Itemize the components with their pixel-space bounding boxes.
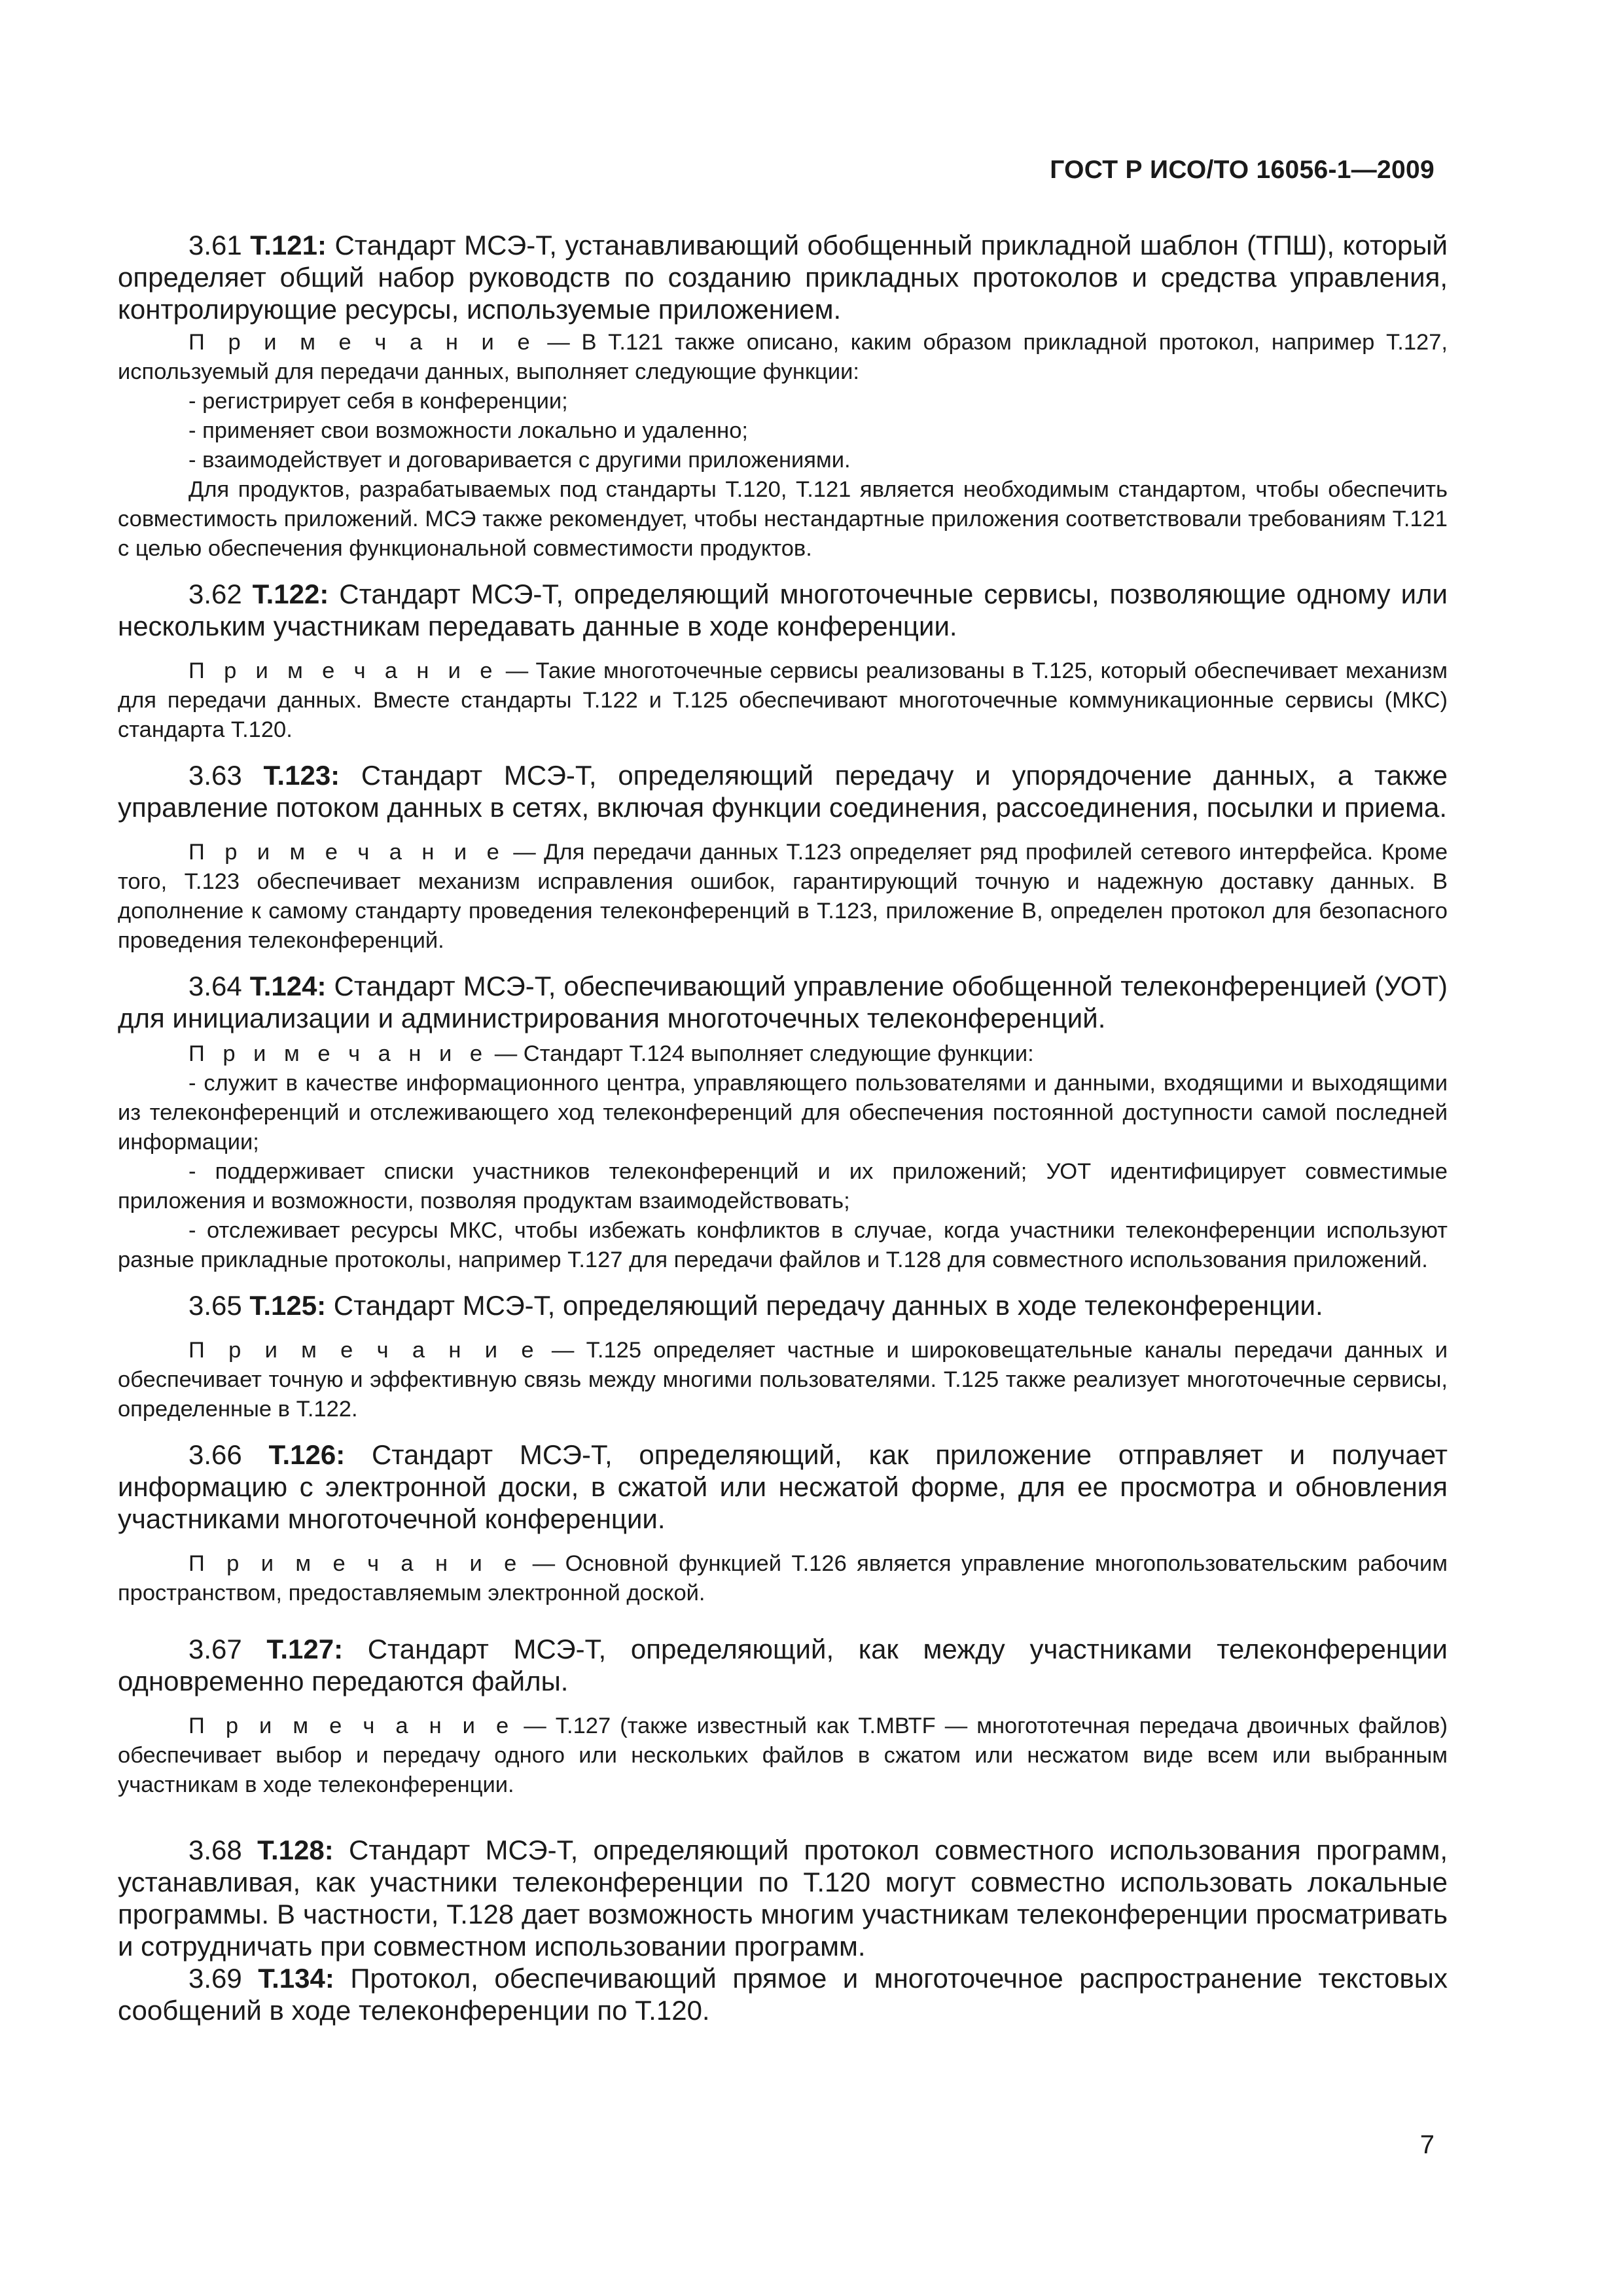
- term-3-66: [118, 1439, 1448, 1535]
- term-definition: Стандарт МСЭ-Т, обеспечивающий управление обобщенной телеконференцией (УОТ) для инициализации и администрирования многоточечных телеконференций.: [118, 971, 1448, 1033]
- note-3-67: [118, 1712, 1448, 1800]
- list-item: - поддерживает списки участников телеконференций и их приложений; УОТ идентифицирует совместимые приложения и возможности, позволяя продуктам взаимодействовать;: [118, 1159, 1448, 1213]
- term-code: Т.128:: [257, 1835, 334, 1865]
- term-code: Т.123:: [263, 760, 340, 791]
- note-extra-text: Для продуктов, разрабатываемых под стандарты Т.120, Т.121 является необходимым стандартом, чтобы обеспечить совместимость приложений. МСЭ также рекомендует, чтобы нестандартные приложения соответствовали требованиям Т.121 с целью обеспечения функциональной совместимости продуктов.: [118, 477, 1448, 561]
- term-number: 3.68: [188, 1835, 242, 1865]
- term-number: 3.63: [188, 760, 242, 791]
- note-3-65: [118, 1336, 1448, 1424]
- term-definition: Стандарт МСЭ-Т, определяющий, как между участниками телеконференции одновременно передаются файлы.: [118, 1634, 1448, 1696]
- term-3-63: [118, 759, 1448, 823]
- list-item: - регистрирует себя в конференции;: [188, 389, 568, 414]
- note-3-61: [118, 328, 1448, 564]
- term-3-68: [118, 1834, 1448, 1962]
- term-definition: Стандарт МСЭ-Т, определяющий передачу данных в ходе телеконференции.: [326, 1290, 1323, 1321]
- term-number: 3.62: [188, 579, 242, 609]
- list-item: - взаимодействует и договаривается с другими приложениями.: [188, 448, 851, 473]
- list-item: - служит в качестве информационного центра, управляющего пользователями и данными, входящими и выходящими из телеконференций и отслеживающего ход телеконференций для обеспечения постоянной доступности самой последней информации;: [118, 1071, 1448, 1155]
- note-3-64: [118, 1039, 1448, 1275]
- note-label: П р и м е ч а н и е: [188, 330, 536, 355]
- note-text: — Такие многоточечные сервисы реализованы в Т.125, который обеспечивает механизм для передачи данных. Вместе стандарты Т.122 и Т.125 обеспечивают многоточечные коммуникационные сервисы (МКС) стандарта Т.120.: [118, 658, 1448, 742]
- term-code: Т.126:: [268, 1439, 346, 1470]
- term-3-69: [118, 1962, 1448, 2026]
- term-number: 3.69: [188, 1963, 242, 1994]
- term-definition: Протокол, обеспечивающий прямое и многоточечное распространение текстовых сообщений в ходе телеконференции по Т.120.: [118, 1963, 1448, 2026]
- note-label: П р и м е ч а н и е: [188, 1338, 540, 1363]
- term-number: 3.64: [188, 971, 242, 1001]
- term-3-62: [118, 578, 1448, 642]
- note-label: П р и м е ч а н и е: [188, 840, 505, 865]
- term-definition: Стандарт МСЭ-Т, устанавливающий обобщенный прикладной шаблон (ТПШ), который определяет общий набор руководств по созданию прикладных протоколов и средства управления, контролирующие ресурсы, используемые приложением.: [118, 230, 1448, 325]
- note-text: — Т.127 (также известный как Т.МВТF — многототечная передача двоичных файлов) обеспечивает выбор и передачу одного или нескольких файлов в сжатом или несжатом виде всем или выбранным участникам в ходе телеконференции.: [118, 1713, 1448, 1797]
- term-number: 3.65: [188, 1290, 242, 1321]
- term-3-65: [118, 1289, 1448, 1321]
- page-number: 7: [1419, 2130, 1435, 2159]
- term-code: Т.124:: [249, 971, 327, 1001]
- term-number: 3.66: [188, 1439, 242, 1470]
- term-definition: Стандарт МСЭ-Т, определяющий протокол совместного использования программ, устанавливая, как участники телеконференции по Т.120 могут совместно использовать локальные программы. В частности, Т.128 дает возможность многим участникам телеконференции просматривать и сотрудничать при совместном использовании программ.: [118, 1835, 1448, 1962]
- term-number: 3.67: [188, 1634, 242, 1664]
- note-text: — Стандарт Т.124 выполняет следующие функции:: [488, 1041, 1034, 1066]
- note-label: П р и м е ч а н и е: [188, 1551, 523, 1576]
- term-3-67: [118, 1633, 1448, 1697]
- term-code: Т.134:: [258, 1963, 334, 1994]
- note-text: — Основной функцией Т.126 является управление многопользовательским рабочим пространством, предоставляемым электронной доской.: [118, 1551, 1448, 1605]
- list-item: - применяет свои возможности локально и удаленно;: [188, 418, 748, 443]
- note-label: П р и м е ч а н и е: [188, 1713, 515, 1738]
- term-definition: Стандарт МСЭ-Т, определяющий многоточечные сервисы, позволяющие одному или нескольким участникам передавать данные в ходе конференции.: [118, 579, 1448, 641]
- term-code: Т.122:: [252, 579, 329, 609]
- note-3-66: [118, 1549, 1448, 1608]
- list-item: - отслеживает ресурсы МКС, чтобы избежать конфликтов в случае, когда участники телеконференции используют разные прикладные протоколы, например Т.127 для передачи файлов и Т.128 для совместного использования приложений.: [118, 1218, 1448, 1272]
- term-code: Т.125:: [249, 1290, 327, 1321]
- document-body: [118, 229, 1448, 2026]
- note-label: П р и м е ч а н и е: [188, 658, 499, 683]
- term-definition: Стандарт МСЭ-Т, определяющий передачу и упорядочение данных, а также управление потоком данных в сетях, включая функции соединения, рассоединения, посылки и приема.: [118, 760, 1448, 823]
- term-code: Т.127:: [266, 1634, 344, 1664]
- term-code: Т.121:: [250, 230, 327, 260]
- note-text: — В Т.121 также описано, каким образом прикладной протокол, например Т.127, используемый для передачи данных, выполняет следующие функции:: [118, 330, 1448, 384]
- note-3-62: [118, 656, 1448, 745]
- note-text: — Т.125 определяет частные и широковещательные каналы передачи данных и обеспечивает точную и эффективную связь между многими пользователями. Т.125 также реализует многоточечные сервисы, определенные в Т.122.: [118, 1338, 1448, 1422]
- term-number: 3.61: [188, 230, 242, 260]
- term-3-61: [118, 229, 1448, 325]
- note-3-63: [118, 838, 1448, 956]
- term-definition: Стандарт МСЭ-Т, определяющий, как приложение отправляет и получает информацию с электронной доски, в сжатой или несжатой форме, для ее просмотра и обновления участниками многоточечной конференции.: [118, 1439, 1448, 1534]
- term-3-64: [118, 970, 1448, 1034]
- note-label: П р и м е ч а н и е: [188, 1041, 489, 1066]
- note-text: — Для передачи данных Т.123 определяет ряд профилей сетевого интерфейса. Кроме того, Т.123 обеспечивает механизм исправления ошибок, гарантирующий точную и надежную доставку данных. В дополнение к самому стандарту проведения телеконференций в Т.123, приложение В, определен протокол для безопасного проведения телеконференций.: [118, 840, 1448, 953]
- standard-header: ГОСТ Р ИСО/ТО 16056-1—2009: [1050, 156, 1435, 184]
